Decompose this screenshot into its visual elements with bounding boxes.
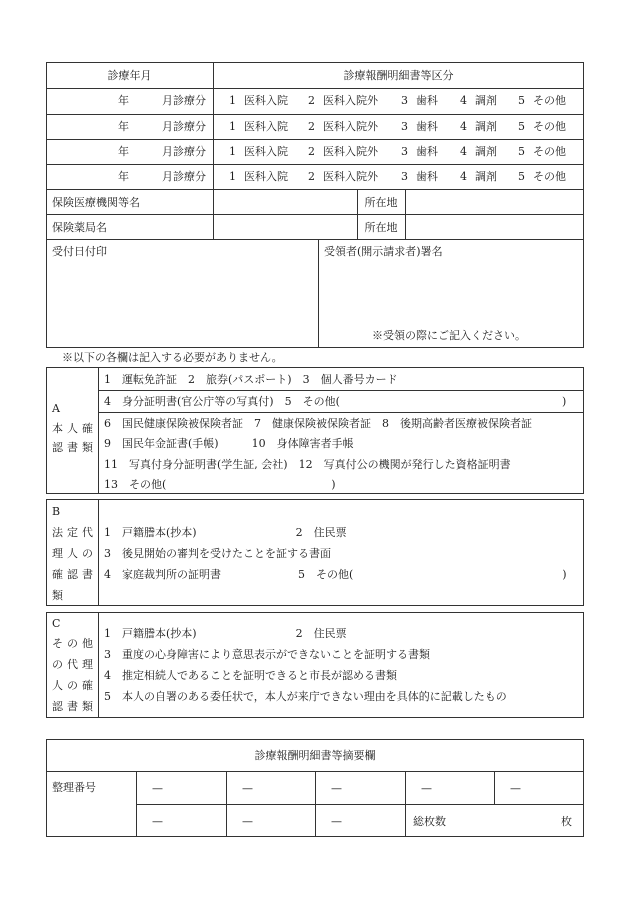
type-option-number[interactable]: 1 bbox=[229, 120, 236, 133]
divider bbox=[98, 390, 584, 391]
medical-institution-address-field[interactable] bbox=[406, 190, 583, 213]
type-option-number[interactable]: 3 bbox=[401, 94, 408, 107]
recipient-signature-label: 受領者(開示請求者)署名 bbox=[324, 245, 443, 258]
number-dash: — bbox=[242, 815, 253, 828]
number-label: 整理番号 bbox=[52, 781, 96, 794]
type-option-label[interactable]: 医科入院外 bbox=[323, 120, 378, 133]
address-label: 所在地 bbox=[364, 195, 398, 209]
type-option-number[interactable]: 4 bbox=[460, 120, 467, 133]
divider bbox=[405, 771, 406, 837]
type-option-number[interactable]: 2 bbox=[308, 145, 315, 158]
section-a-item: 6 国民健康保険被保険者証 7 健康保険被保険者証 8 後期高齢者医療被保険者証 bbox=[104, 417, 532, 430]
section-b-letter: B bbox=[52, 505, 61, 518]
type-option-number[interactable]: 3 bbox=[401, 145, 408, 158]
type-option-label[interactable]: 調剤 bbox=[475, 120, 497, 133]
type-option-label[interactable]: 医科入院外 bbox=[323, 94, 378, 107]
section-a-title-1: 本人確 bbox=[52, 422, 97, 435]
type-option-number[interactable]: 2 bbox=[308, 120, 315, 133]
divider bbox=[494, 771, 495, 804]
number-dash: — bbox=[331, 782, 342, 795]
type-option-label[interactable]: 歯科 bbox=[416, 170, 438, 183]
reception-stamp-area bbox=[47, 240, 317, 347]
month-label: 月診療分 bbox=[162, 120, 206, 133]
type-option-label[interactable]: その他 bbox=[533, 120, 566, 133]
section-b-title-2: 理人の bbox=[52, 547, 97, 560]
divider bbox=[136, 804, 584, 805]
type-option-number[interactable]: 5 bbox=[518, 94, 525, 107]
number-dash: — bbox=[421, 782, 432, 795]
type-option-number[interactable]: 1 bbox=[229, 94, 236, 107]
number-dash: — bbox=[331, 815, 342, 828]
year-label: 年 bbox=[118, 170, 129, 183]
section-b-title-3: 確認書 bbox=[52, 568, 97, 581]
section-b-item: 4 家庭裁判所の証明書 5 その他( ) bbox=[104, 568, 567, 581]
type-option-label[interactable]: その他 bbox=[533, 145, 566, 158]
type-option-label[interactable]: 医科入院 bbox=[244, 120, 288, 133]
year-label: 年 bbox=[118, 120, 129, 133]
section-a-box bbox=[46, 367, 584, 494]
type-option-label[interactable]: 調剤 bbox=[475, 170, 497, 183]
type-option-label[interactable]: 医科入院 bbox=[244, 94, 288, 107]
divider bbox=[98, 412, 584, 413]
type-option-label[interactable]: 歯科 bbox=[416, 120, 438, 133]
type-option-number[interactable]: 3 bbox=[401, 120, 408, 133]
month-label: 月診療分 bbox=[162, 170, 206, 183]
number-dash: — bbox=[152, 782, 163, 795]
address-label: 所在地 bbox=[364, 220, 398, 234]
section-a-item: 4 身分証明書(官公庁等の写真付) 5 その他( bbox=[104, 395, 340, 408]
section-a-item-close: ) bbox=[562, 395, 567, 408]
type-option-number[interactable]: 4 bbox=[460, 145, 467, 158]
section-a-letter: A bbox=[52, 402, 60, 415]
type-option-label[interactable]: 調剤 bbox=[475, 145, 497, 158]
divider bbox=[98, 499, 99, 606]
divider bbox=[98, 612, 99, 718]
pharmacy-label: 保険薬局名 bbox=[52, 220, 107, 234]
section-c-title-4: 認書類 bbox=[52, 700, 97, 713]
divider bbox=[136, 771, 137, 837]
section-c-title-3: 人の確 bbox=[52, 679, 97, 692]
number-dash: — bbox=[152, 815, 163, 828]
year-label: 年 bbox=[118, 145, 129, 158]
pharmacy-field[interactable] bbox=[214, 215, 356, 238]
section-b-title-4: 類 bbox=[52, 589, 63, 602]
type-option-number[interactable]: 1 bbox=[229, 145, 236, 158]
type-option-number[interactable]: 3 bbox=[401, 170, 408, 183]
section-b-item: 3 後見開始の審判を受けたことを証する書面 bbox=[104, 547, 331, 560]
section-a-title-2: 認書類 bbox=[52, 441, 97, 454]
divider bbox=[46, 139, 584, 140]
total-unit: 枚 bbox=[561, 815, 572, 828]
type-header: 診療報酬明細書等区分 bbox=[343, 69, 454, 82]
type-option-number[interactable]: 2 bbox=[308, 170, 315, 183]
reception-stamp-label: 受付日付印 bbox=[52, 245, 107, 258]
type-option-label[interactable]: その他 bbox=[533, 170, 566, 183]
type-option-label[interactable]: 調剤 bbox=[475, 94, 497, 107]
section-c-item: 4 推定相続人であることを証明できると市長が認める書類 bbox=[104, 669, 397, 682]
number-dash: — bbox=[510, 782, 521, 795]
period-header: 診療年月 bbox=[107, 69, 152, 82]
summary-title: 診療報酬明細書等摘要欄 bbox=[254, 749, 376, 762]
type-option-number[interactable]: 2 bbox=[308, 94, 315, 107]
year-label: 年 bbox=[118, 94, 129, 107]
divider bbox=[46, 164, 584, 165]
recipient-signature-field[interactable] bbox=[319, 262, 583, 324]
section-b-item: 1 戸籍謄本(抄本) 2 住民票 bbox=[104, 526, 347, 539]
section-c-item: 5 本人の自署のある委任状で，本人が来庁できない理由を具体的に記載したもの bbox=[104, 690, 507, 703]
section-a-item: 11 写真付身分証明書(学生証, 会社) 12 写真付公の機関が発行した資格証明書 bbox=[104, 458, 511, 471]
pharmacy-address-field[interactable] bbox=[406, 215, 583, 238]
type-option-number[interactable]: 4 bbox=[460, 94, 467, 107]
section-c-item: 1 戸籍謄本(抄本) 2 住民票 bbox=[104, 627, 347, 640]
type-option-label[interactable]: 医科入院外 bbox=[323, 145, 378, 158]
type-option-label[interactable]: 医科入院 bbox=[244, 170, 288, 183]
divider bbox=[98, 367, 99, 494]
type-option-number[interactable]: 5 bbox=[518, 120, 525, 133]
type-option-number[interactable]: 5 bbox=[518, 170, 525, 183]
section-c-title-2: の代理 bbox=[52, 658, 97, 671]
type-option-number[interactable]: 5 bbox=[518, 145, 525, 158]
medical-institution-label: 保険医療機関等名 bbox=[52, 195, 140, 209]
section-a-item: 9 国民年金証書(手帳) 10 身体障害者手帳 bbox=[104, 437, 354, 450]
notice-text: ※以下の各欄は記入する必要がありません。 bbox=[62, 351, 283, 364]
recipient-note: ※受領の際にご記入ください。 bbox=[372, 329, 526, 342]
type-option-label[interactable]: その他 bbox=[533, 94, 566, 107]
type-option-label[interactable]: 医科入院 bbox=[244, 145, 288, 158]
section-c-item: 3 重度の心身障害により意思表示ができないことを証明する書類 bbox=[104, 648, 430, 661]
divider bbox=[226, 771, 227, 837]
section-a-item: 1 運転免許証 2 旅券(パスポート) 3 個人番号カード bbox=[104, 373, 398, 386]
section-b-title-1: 法定代 bbox=[52, 526, 97, 539]
divider bbox=[46, 88, 584, 89]
total-label: 総枚数 bbox=[413, 815, 446, 828]
type-option-label[interactable]: 歯科 bbox=[416, 94, 438, 107]
divider bbox=[46, 114, 584, 115]
section-c-letter: C bbox=[52, 617, 61, 630]
section-a-item: 13 その他( ) bbox=[104, 478, 336, 491]
type-option-number[interactable]: 1 bbox=[229, 170, 236, 183]
type-option-number[interactable]: 4 bbox=[460, 170, 467, 183]
divider bbox=[315, 771, 316, 837]
month-label: 月診療分 bbox=[162, 94, 206, 107]
number-dash: — bbox=[242, 782, 253, 795]
medical-institution-field[interactable] bbox=[214, 190, 356, 213]
type-option-label[interactable]: 歯科 bbox=[416, 145, 438, 158]
section-c-title-1: その他 bbox=[52, 637, 97, 650]
month-label: 月診療分 bbox=[162, 145, 206, 158]
type-option-label[interactable]: 医科入院外 bbox=[323, 170, 378, 183]
